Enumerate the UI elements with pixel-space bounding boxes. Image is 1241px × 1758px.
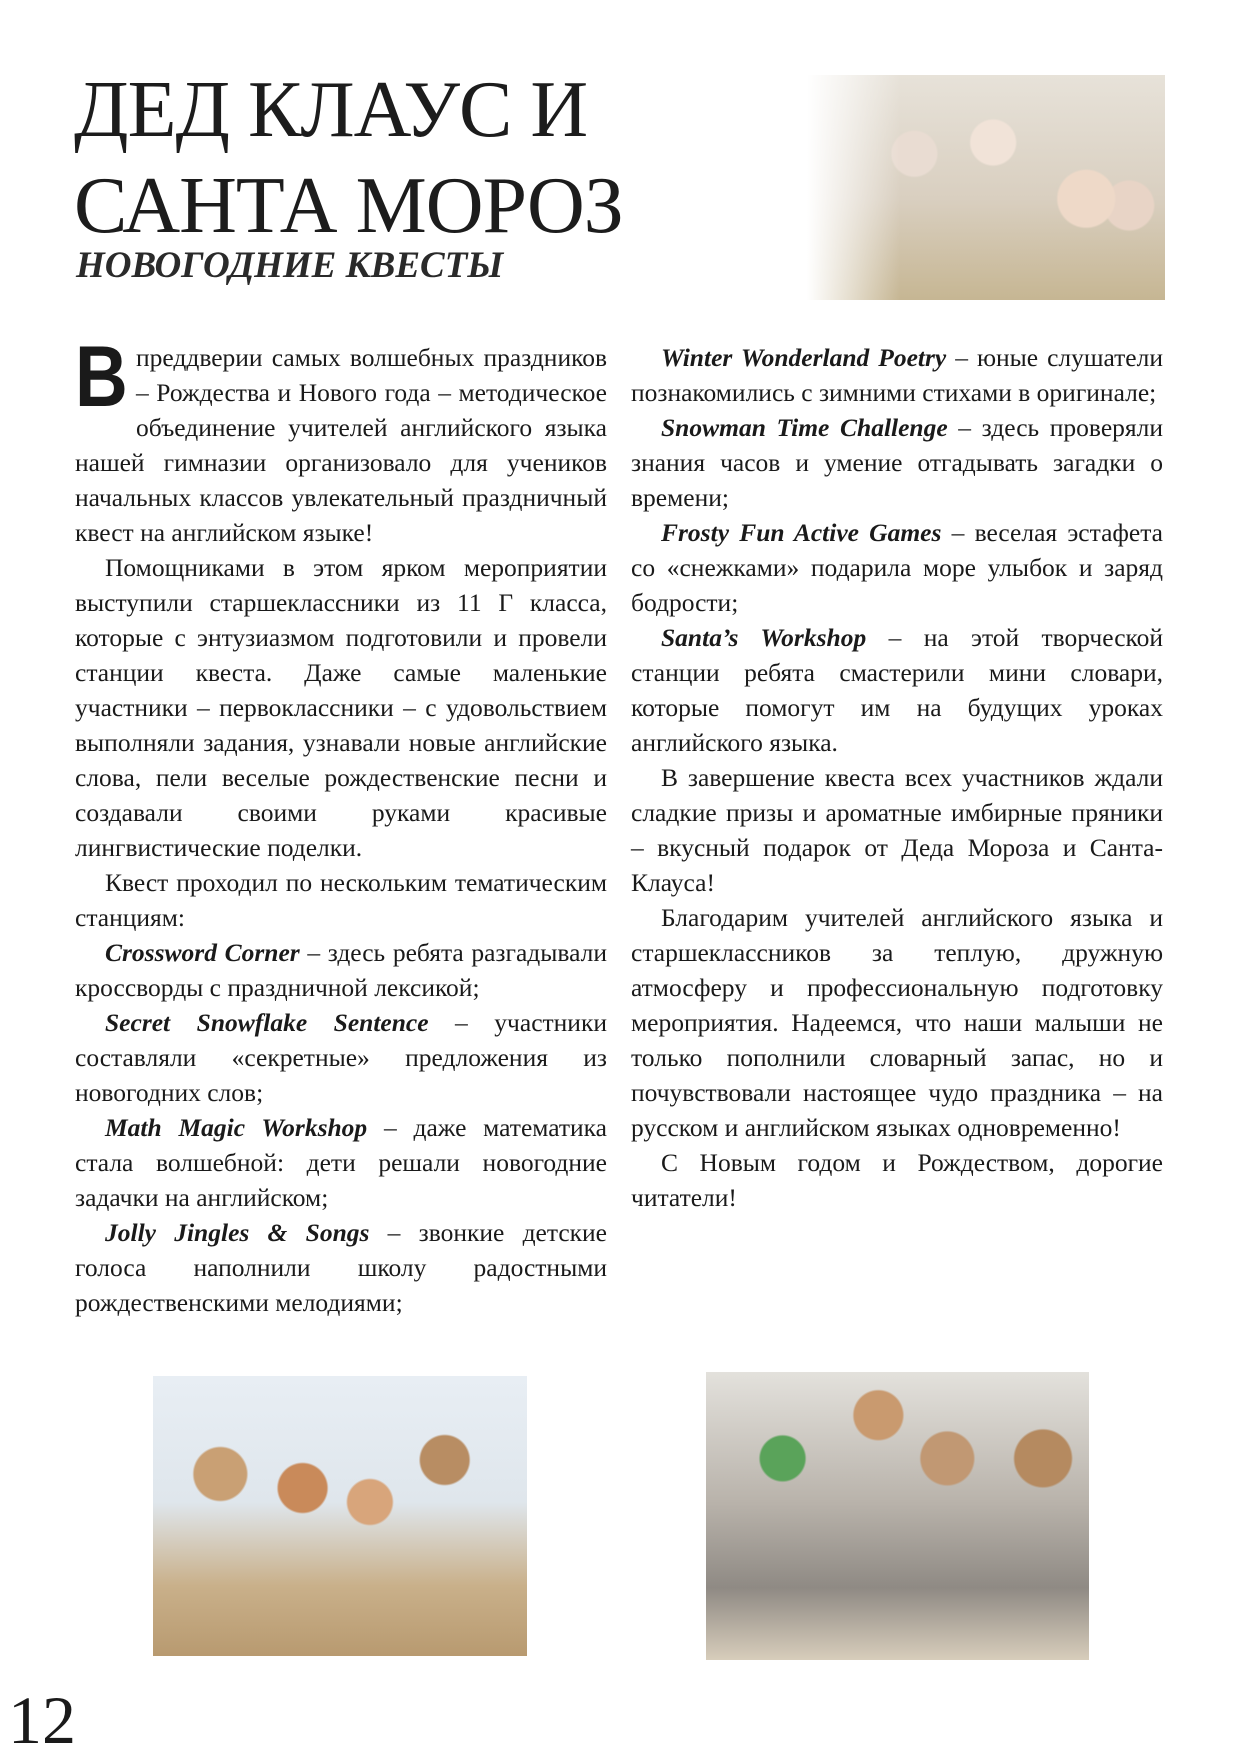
station-item: Santa’s Workshop – на этой творческой станции ребята смастерили мини словари, которые помогут им на будущих уроках английского языка. xyxy=(631,623,1164,757)
paragraph-prizes: В завершение квеста всех участников ждали сладкие призы и ароматные имбирные пряники – вкусный подарок от Деда Мороза и Санта-Клауса! xyxy=(631,763,1163,897)
station-item: Winter Wonderland Poetry – юные слушатели познакомились с зимними стихами в оригинале; xyxy=(631,343,1163,407)
drop-cap: В xyxy=(75,329,128,425)
station-name: Winter Wonderland Poetry xyxy=(661,343,947,372)
text-column-left xyxy=(75,329,607,1320)
station-name: Math Magic Workshop xyxy=(105,1113,368,1142)
photo-boys-quest xyxy=(706,1372,1089,1660)
station-item: Snowman Time Challenge – здесь проверяли знания часов и умение отгадывать загадки о времени; xyxy=(631,413,1163,512)
station-name: Frosty Fun Active Games xyxy=(661,518,942,547)
station-item: Crossword Corner – здесь ребята разгадывали кроссворды с праздничной лексикой; xyxy=(75,938,607,1002)
paragraph-stations-intro: Квест проходил по нескольким тематическим станциям: xyxy=(75,868,607,932)
station-item: Jolly Jingles & Songs – звонкие детские голоса наполнили школу радостными рождественскими мелодиями; xyxy=(75,1218,607,1317)
text-column-right xyxy=(631,340,1163,1215)
paragraph-helpers: Помощниками в этом ярком мероприятии выступили старшеклассники из 11 Г класса, которые с энтузиазмом подготовили и провели станции квеста. Даже самые маленькие участники – первоклассники – с удовольствием выполняли задания, узнавали новые английские слова, пели веселые рождественские песни и создавали своими руками красивые лингвистические поделки. xyxy=(75,553,607,862)
title-line-1: ДЕД КЛАУС И xyxy=(74,66,588,154)
page-number: 12 xyxy=(8,1682,76,1758)
station-name: Snowman Time Challenge xyxy=(661,413,948,442)
station-name: Crossword Corner xyxy=(105,938,300,967)
header-photo-children xyxy=(807,75,1165,300)
paragraph-thanks: Благодарим учителей английского языка и старшеклассников за теплую, дружную атмосферу и профессиональную подготовку мероприятия. Надеемся, что наши малыши не только пополнили словарный запас, но и почувствовали настоящее чудо праздника – на русском и английском языках одновременно! xyxy=(631,903,1163,1142)
paragraph-greeting: С Новым годом и Рождеством, дорогие читатели! xyxy=(631,1148,1163,1212)
station-item: Frosty Fun Active Games – веселая эстафета со «снежками» подарила море улыбок и заряд бодрости; xyxy=(631,518,1163,617)
paragraph-intro: Впреддверии самых волшебных праздников – Рождества и Нового года – методическое объединение учителей английского языка нашей гимназии организовало для учеников начальных классов увлекательный праздничный квест на английском языке! xyxy=(75,329,607,547)
station-name: Jolly Jingles & Songs xyxy=(105,1218,370,1247)
article-subtitle: НОВОГОДНИЕ КВЕСТЫ xyxy=(76,245,504,286)
title-line-2: САНТА МОРОЗ xyxy=(74,162,623,250)
station-item: Secret Snowflake Sentence – участники составляли «секретные» предложения из новогодних слов; xyxy=(75,1008,607,1107)
station-name: Santa’s Workshop xyxy=(661,623,867,652)
station-name: Secret Snowflake Sentence xyxy=(105,1008,429,1037)
station-item: Math Magic Workshop – даже математика стала волшебной: дети решали новогодние задачки на английском; xyxy=(75,1113,607,1212)
article-title xyxy=(74,62,623,254)
photo-girls-quest xyxy=(153,1376,527,1656)
